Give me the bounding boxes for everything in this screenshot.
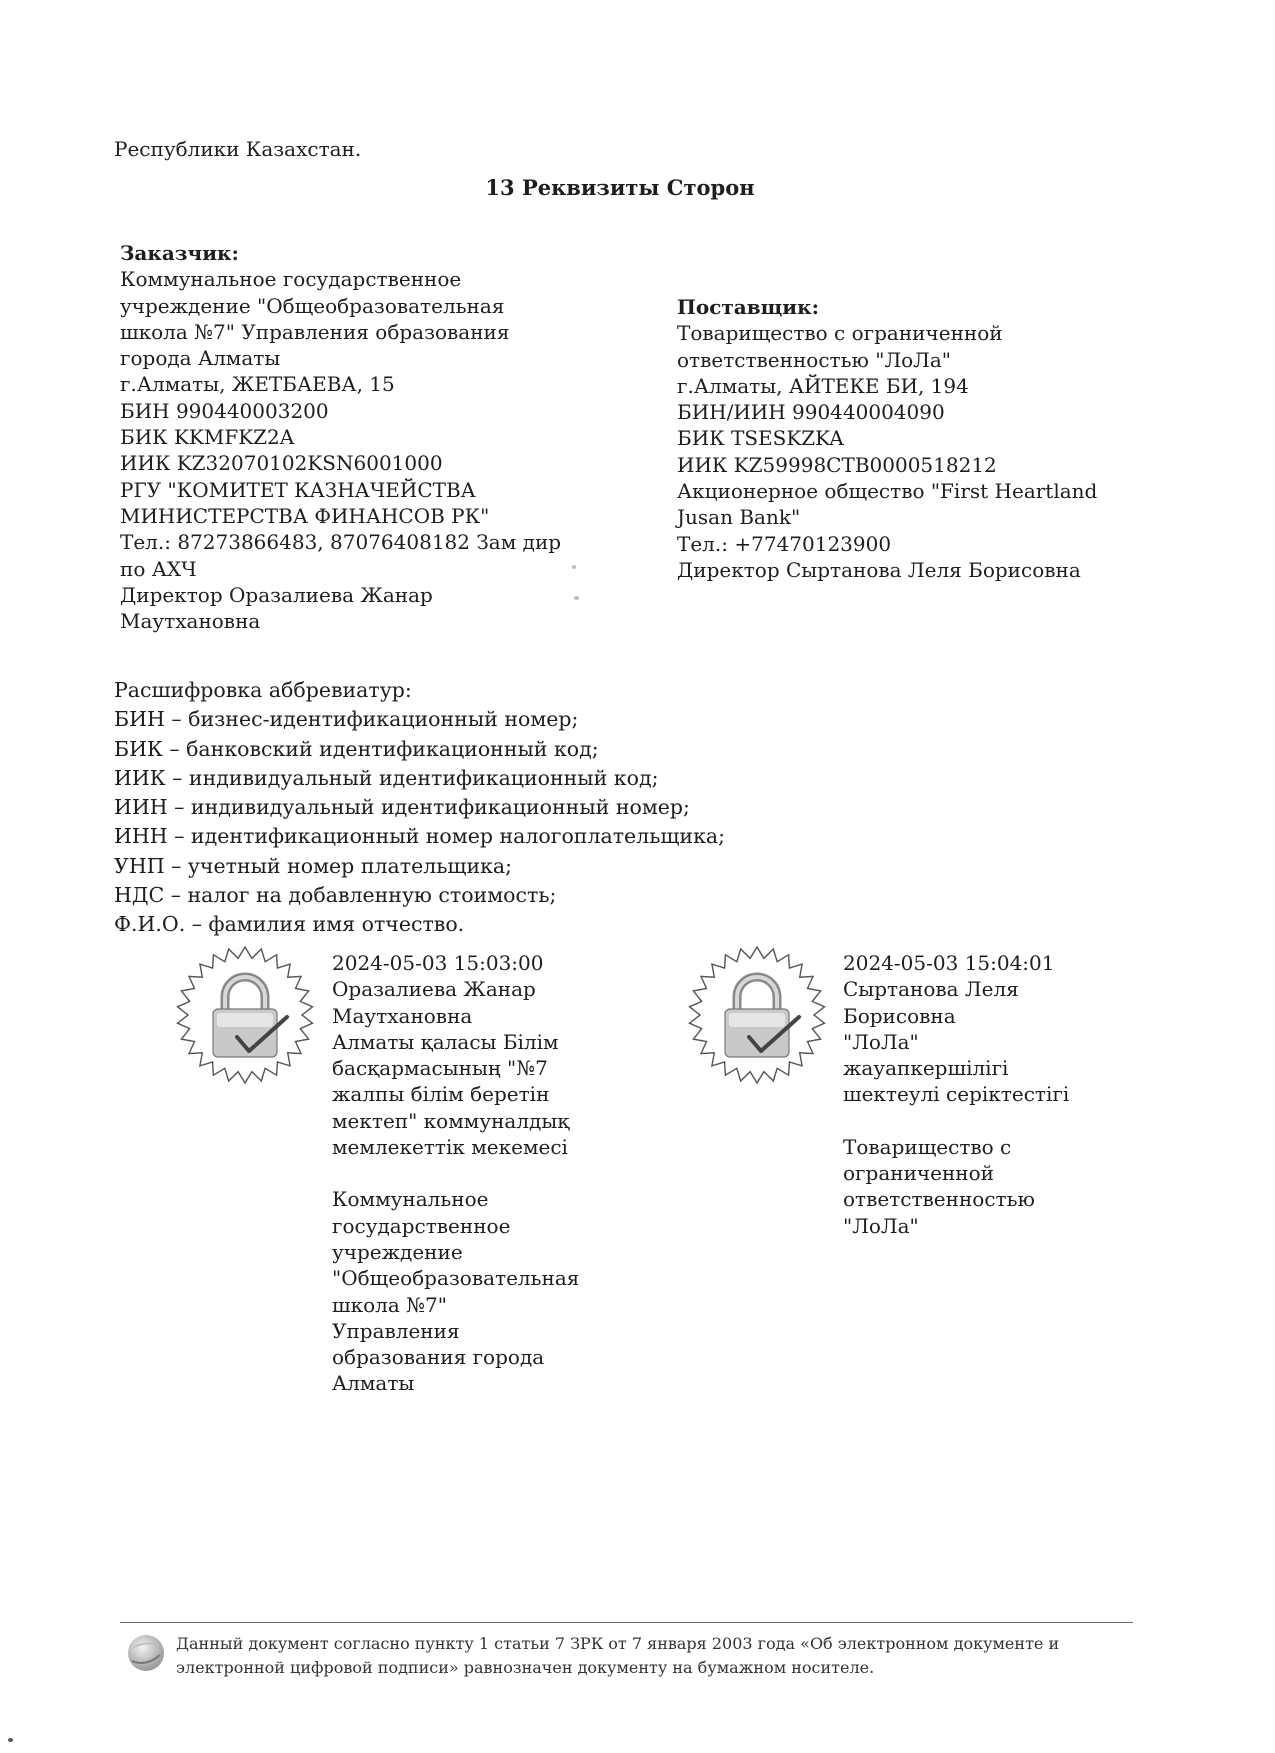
supplier-line: Jusan Bank" [677,505,801,530]
scan-speck [8,1738,13,1742]
footer-line: Данный документ согласно пункту 1 статьи 7 ЗРК от 7 января 2003 года «Об электронном документе и [176,1634,1060,1653]
signature-line: ограниченной [843,1161,994,1186]
customer-line: МИНИСТЕРСТВА ФИНАНСОВ РК" [120,503,490,528]
signature-line: школа №7" [332,1292,447,1317]
abbreviation-item: ИИК – индивидуальный идентификационный код; [114,765,659,790]
customer-line: БИН 990440003200 [120,398,329,423]
signature-line: Оразалиева Жанар [332,977,536,1002]
signature-line: шектеулі серіктестігі [843,1082,1070,1107]
supplier-line: ИИК KZ59998CTB0000518212 [677,452,997,477]
signature-line: Коммунальное [332,1187,489,1212]
abbreviation-item: НДС – налог на добавленную стоимость; [114,883,557,908]
signature-line: Маутхановна [332,1003,473,1028]
signature-line: Товарищество с [843,1134,1012,1159]
signature-line: мектеп" коммуналдық [332,1108,570,1133]
signature-line: жауапкершілігі [843,1056,1009,1081]
signature-line: ответственностью [843,1187,1035,1212]
e-signature-globe-icon [126,1633,166,1673]
customer-line: БИК KKMFKZ2A [120,425,295,450]
digital-signature-seal-icon [175,945,315,1085]
abbreviation-item: ИИН – индивидуальный идентификационный номер; [114,795,690,820]
signature-line: жалпы білім беретін [332,1082,550,1107]
intro-line: Республики Казахстан. [114,137,362,161]
signature-timestamp: 2024-05-03 15:03:00 [332,951,544,975]
digital-signature-seal-icon [687,945,827,1085]
supplier-line: ответственностью "ЛоЛа" [677,347,951,372]
abbreviation-item: УНП – учетный номер плательщика; [114,853,513,878]
signature-line: Алматы [332,1371,415,1396]
abbreviations-heading: Расшифровка аббревиатур: [114,678,412,702]
abbreviation-item: Ф.И.О. – фамилия имя отчество. [114,912,465,937]
supplier-line: Тел.: +77470123900 [677,531,892,556]
signature-1-details [332,950,579,1397]
signature-line: басқармасының "№7 [332,1056,548,1081]
section-title: 13 Реквизиты Сторон [485,175,755,200]
signature-line: "ЛоЛа" [843,1213,919,1238]
customer-line: ИИК KZ32070102KSN6001000 [120,451,443,476]
supplier-line: БИН/ИИН 990440004090 [677,400,945,425]
customer-line: по АХЧ [120,556,197,581]
signature-line: образования города [332,1345,545,1370]
abbreviation-item: ИНН – идентификационный номер налогоплательщика; [114,824,726,849]
supplier-line: Товарищество с ограниченной [677,321,1003,346]
customer-line: Тел.: 87273866483, 87076408182 Зам дир [120,530,562,555]
abbreviation-item: БИК – банковский идентификационный код; [114,736,599,761]
customer-line: учреждение "Общеобразовательная [120,293,505,318]
footer-divider [120,1622,1133,1623]
signature-line: Сыртанова Леля [843,977,1019,1002]
signature-line: государственное [332,1213,511,1238]
customer-line: города Алматы [120,346,281,371]
customer-line: Коммунальное государственное [120,267,462,292]
signature-line: "ЛоЛа" [843,1029,919,1054]
signature-line: Алматы қаласы Білім [332,1029,559,1054]
signature-line: мемлекеттік мекемесі [332,1135,568,1160]
customer-line: школа №7" Управления образования [120,319,510,344]
customer-block [120,240,561,634]
customer-line: Маутхановна [120,609,261,634]
footer-line: электронной цифровой подписи» равнозначен документу на бумажном носителе. [176,1658,875,1677]
footer-notice [176,1632,1059,1680]
scan-speck [574,596,579,600]
supplier-block [677,294,1097,583]
customer-line: Директор Оразалиева Жанар [120,582,433,607]
signature-line: Борисовна [843,1003,956,1028]
abbreviation-item: БИН – бизнес-идентификационный номер; [114,707,579,732]
abbreviations-list [114,676,725,940]
customer-line: г.Алматы, ЖЕТБАЕВА, 15 [120,372,395,397]
supplier-line: Директор Сыртанова Леля Борисовна [677,557,1081,582]
signature-line: "Общеобразовательная [332,1266,580,1291]
supplier-line: Акционерное общество "First Heartland [677,479,1098,504]
supplier-line: г.Алматы, АЙТЕКЕ БИ, 194 [677,373,969,398]
signature-line: Управления [332,1318,460,1343]
signature-2-details [843,950,1069,1239]
customer-heading: Заказчик: [120,241,239,265]
supplier-line: БИК TSESKZKA [677,426,844,451]
signature-timestamp: 2024-05-03 15:04:01 [843,951,1055,975]
signature-line: учреждение [332,1239,463,1264]
supplier-heading: Поставщик: [677,295,819,319]
scan-speck [572,565,576,569]
customer-line: РГУ "КОМИТЕТ КАЗНАЧЕЙСТВА [120,477,476,502]
